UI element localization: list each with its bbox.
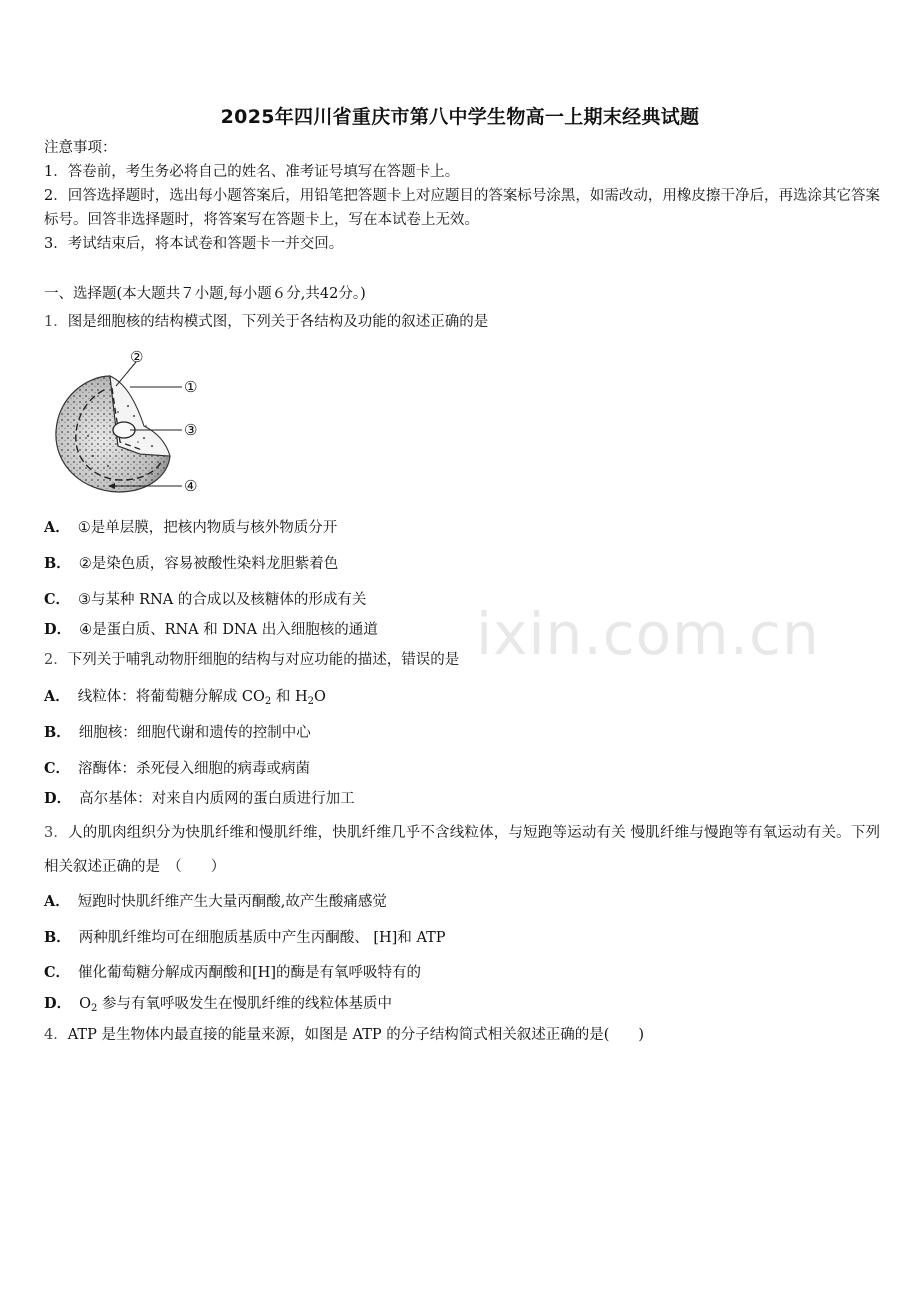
option-text: 参与有氧呼吸发生在慢肌纤维的线粒体基质中: [97, 996, 392, 1012]
option-text: O: [79, 996, 91, 1012]
option-text: ②是染色质，容易被酸性染料龙胆紫着色: [78, 556, 339, 572]
cell-nucleus-diagram: [48, 346, 218, 498]
q1-option-d[interactable]: [44, 620, 378, 640]
q3-option-b[interactable]: [44, 928, 446, 948]
option-text: ④是蛋白质、RNA 和 DNA 出入细胞核的通道: [79, 622, 378, 638]
option-letter: C．: [44, 591, 71, 608]
subscript: 2: [264, 696, 272, 707]
option-letter: C．: [44, 760, 71, 777]
question-3: [44, 816, 880, 884]
question-number: 3．: [44, 825, 69, 841]
option-text: ③与某种 RNA 的合成以及核糖体的形成有关: [78, 592, 367, 608]
option-text: ①是单层膜，把核内物质与核外物质分开: [77, 520, 338, 536]
q2-option-c[interactable]: [44, 759, 310, 779]
question-number: 4．: [44, 1027, 68, 1043]
figure-label-2: ②: [130, 348, 144, 366]
option-text: 两种肌纤维均可在细胞质基质中产生丙酮酸、 [H]和 ATP: [78, 930, 446, 946]
section-heading: 一、选择题(本大题共７小题,每小题６分,共42分。): [44, 286, 366, 302]
option-letter: D．: [44, 995, 72, 1012]
option-letter: B．: [44, 929, 71, 946]
option-letter: B．: [44, 724, 71, 741]
option-letter: A．: [44, 688, 70, 705]
figure-label-4: ④: [184, 477, 198, 495]
option-letter: A．: [44, 519, 70, 536]
question-stem: ATP 是生物体内最直接的能量来源，如图是 ATP 的分子结构简式相关叙述正确的是( ): [67, 1027, 645, 1043]
question-stem: 人的肌肉组织分为快肌纤维和慢肌纤维，快肌纤维几乎不含线粒体，与短跑等运动有关 慢肌纤维与慢跑等有氧运动有关。下列相关叙述正确的是 （ ）: [44, 825, 880, 875]
q1-option-a[interactable]: [44, 518, 337, 538]
option-text: 溶酶体：杀死侵入细胞的病毒或病菌: [78, 761, 311, 777]
question-2: [44, 650, 459, 670]
q3-option-d[interactable]: [44, 994, 392, 1019]
option-text: 和 H: [271, 689, 308, 705]
question-stem: 下列关于哺乳动物肝细胞的结构与对应功能的描述，错误的是: [67, 652, 460, 668]
option-text: O: [313, 689, 326, 705]
option-letter: C．: [44, 964, 71, 981]
q2-option-a[interactable]: [44, 687, 326, 712]
question-1: [44, 312, 488, 332]
option-letter: B．: [44, 555, 71, 572]
watermark: ixin.com.cn: [476, 600, 820, 668]
question-stem: 图是细胞核的结构模式图，下列关于各结构及功能的叙述正确的是: [67, 314, 489, 330]
option-text: 细胞核：细胞代谢和遗传的控制中心: [78, 725, 311, 741]
question-number: 1．: [44, 314, 68, 330]
notice-item-1: 1．答卷前，考生务必将自己的姓名、准考证号填写在答题卡上。: [44, 164, 460, 180]
option-letter: D．: [44, 621, 72, 638]
subscript: 2: [307, 696, 314, 707]
question-number: 2．: [44, 652, 68, 668]
page-title: 2025年四川省重庆市第八中学生物高一上期末经典试题: [220, 106, 700, 128]
notice-item-3: 3．考试结束后，将本试卷和答题卡一并交回。: [44, 236, 344, 252]
option-letter: D．: [44, 790, 72, 807]
option-text: 线粒体：将葡萄糖分解成 CO: [77, 689, 265, 705]
q2-option-d[interactable]: [44, 789, 355, 809]
figure-label-3: ③: [184, 421, 198, 439]
option-letter: A．: [44, 893, 70, 910]
q3-option-a[interactable]: [44, 892, 387, 912]
notice-item-2: 2．回答选择题时，选出每小题答案后，用铅笔把答题卡上对应题目的答案标号涂黑，如需改动，用橡皮擦干净后，再选涂其它答案标号。回答非选择题时，将答案写在答题卡上，写在本试卷上无效。: [44, 188, 880, 228]
q3-option-c[interactable]: [44, 963, 421, 983]
figure-label-1: ①: [184, 378, 198, 396]
q1-option-c[interactable]: [44, 590, 366, 610]
subscript: 2: [90, 1003, 98, 1014]
option-text: 催化葡萄糖分解成丙酮酸和[H]的酶是有氧呼吸特有的: [78, 965, 422, 981]
q2-option-b[interactable]: [44, 723, 311, 743]
q1-option-b[interactable]: [44, 554, 338, 574]
question-4: [44, 1025, 644, 1045]
option-text: 高尔基体：对来自内质网的蛋白质进行加工: [79, 791, 355, 807]
option-text: 短跑时快肌纤维产生大量丙酮酸,故产生酸痛感觉: [77, 894, 387, 910]
notice-heading: 注意事项：: [44, 140, 117, 156]
